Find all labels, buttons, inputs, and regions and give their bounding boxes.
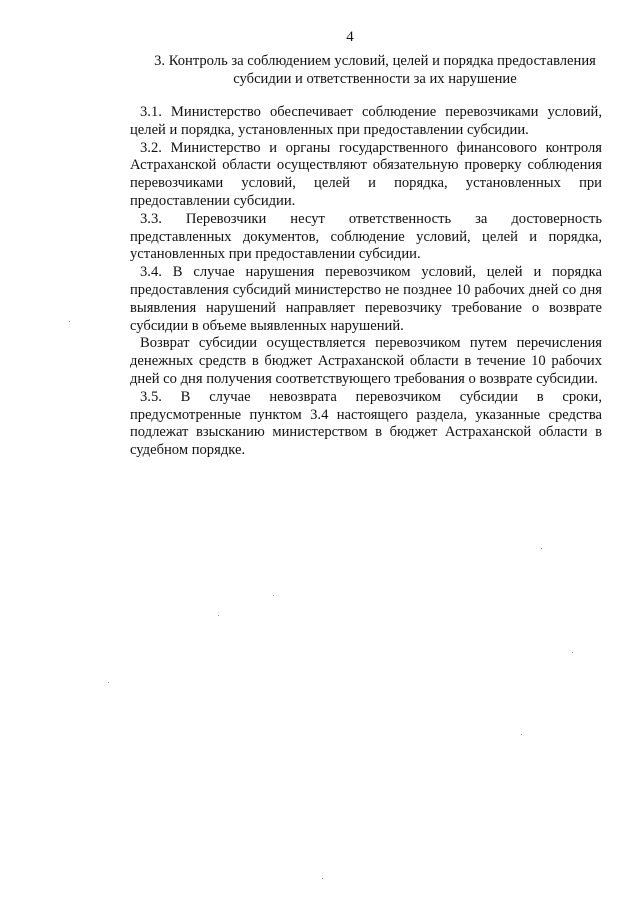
paragraph-3-4-continuation: Возврат субсидии осуществляется перевозчиком путем перечисления денежных средств в бюджет Астраханской области в течение 10 рабочих дней со дня получения соответствующего требования о возврате субсидии. [130, 335, 602, 387]
scan-speck [273, 595, 274, 596]
page-number: 4 [346, 29, 354, 45]
paragraph-3-4: 3.4. В случае нарушения перевозчиком условий, целей и порядка предоставления субсидий министерство не позднее 10 рабочих дней со дня выявления нарушений направляет перевозчику требование о возврате субсидии в объеме выявленных нарушений. [130, 264, 602, 334]
scan-speck [69, 321, 70, 322]
scan-speck [322, 878, 323, 879]
scan-speck [108, 682, 109, 683]
scan-speck [572, 652, 573, 653]
scan-speck [218, 615, 219, 616]
paragraph-3-3: 3.3. Перевозчики несут ответственность за достоверность представленных документов, соблюдение условий, целей и порядка, установленных при предоставлении субсидии. [130, 210, 602, 263]
paragraph-3-5: 3.5. В случае невозврата перевозчиком субсидии в сроки, предусмотренные пунктом 3.4 настоящего раздела, указанные средства подлежат взысканию министерством в бюджет Астраханской области в судебном порядке. [130, 388, 602, 459]
scan-speck [521, 734, 522, 735]
paragraph-3-2: 3.2. Министерство и органы государственного финансового контроля Астраханской области осуществляют обязательную проверку соблюдения перевозчиками условий, целей и порядка, установленных при предоставлении субсидии. [130, 139, 602, 209]
paragraph-3-1: 3.1. Министерство обеспечивает соблюдение перевозчиками условий, целей и порядка, установленных при предоставлении субсидии. [130, 104, 602, 138]
section-body [130, 104, 602, 460]
section-heading: 3. Контроль за соблюдением условий, целей и порядка предоставления субсидии и ответственности за их нарушение [154, 53, 596, 87]
scan-speck [541, 548, 542, 549]
